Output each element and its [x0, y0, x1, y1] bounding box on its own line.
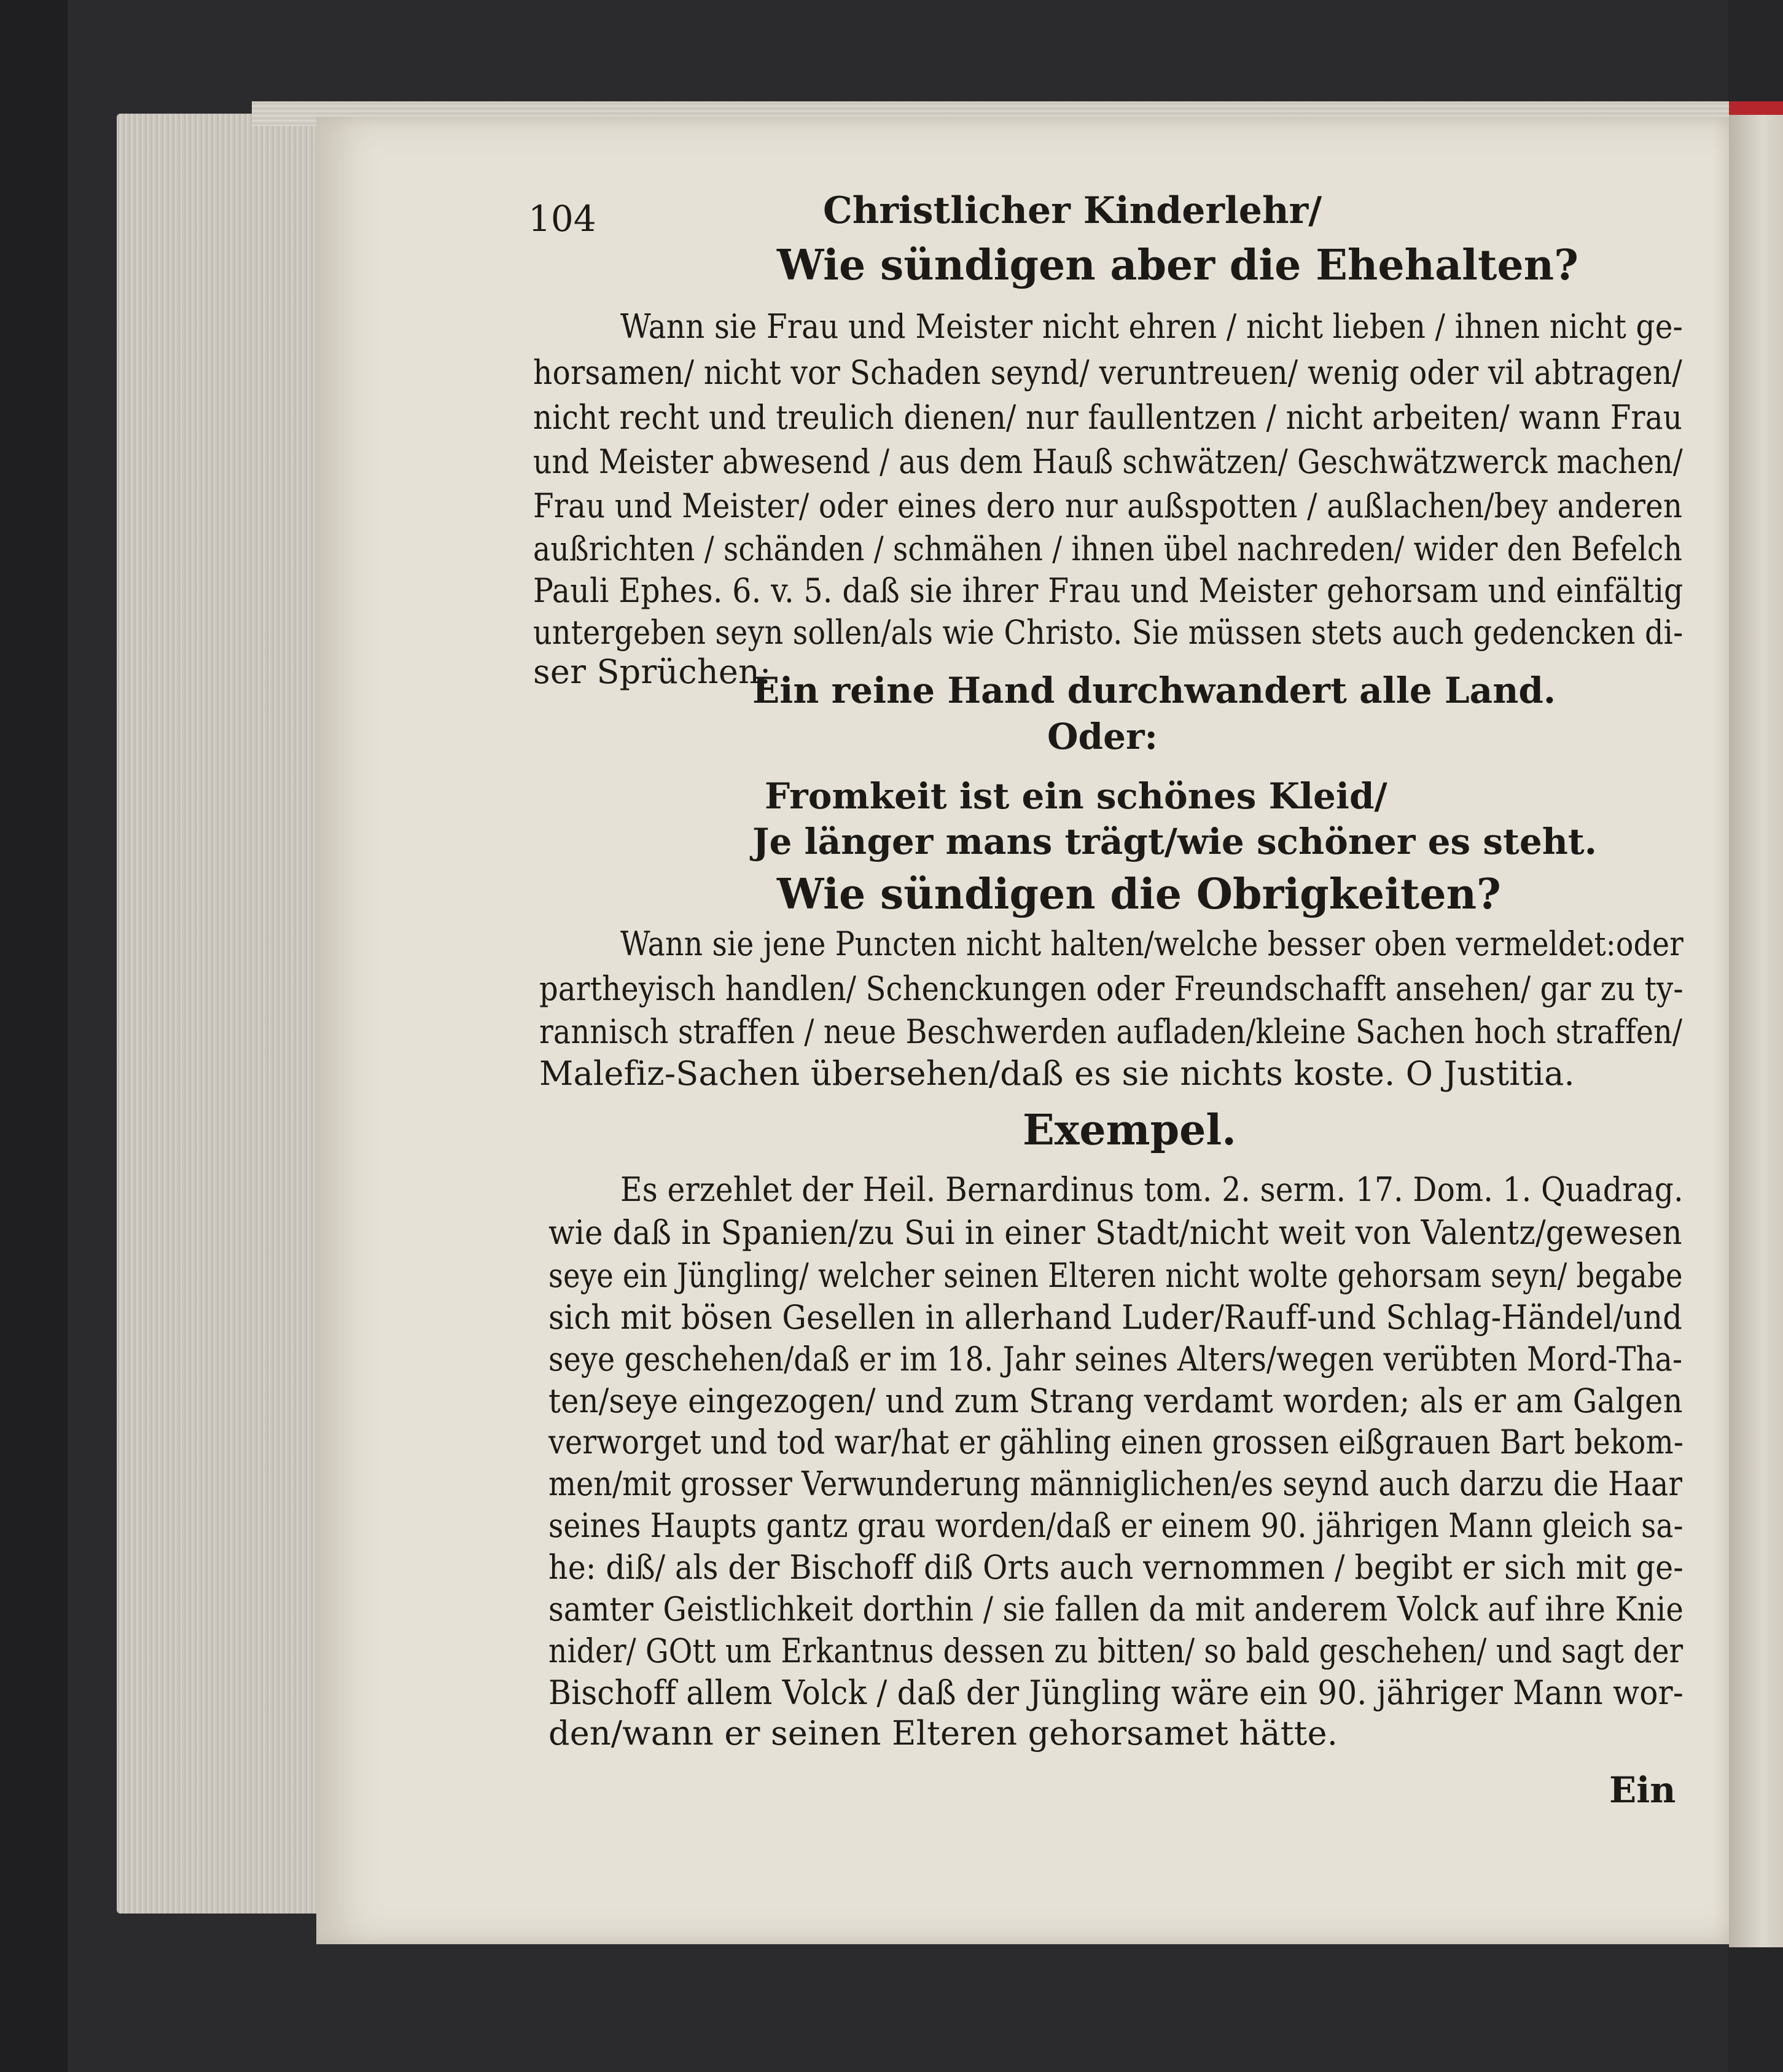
saying-reine-hand: Ein reine Hand durchwandert alle Land. [752, 670, 1556, 711]
text-line: ten/seye eingezogen/ und zum Strang verdamt worden; als er am Galgen [548, 1382, 1683, 1420]
text-line: rannisch straffen / neue Beschwerden aufladen/kleine Sachen hoch straffen/ [539, 1012, 1683, 1051]
text-line: Pauli Ephes. 6. v. 5. daß sie ihrer Frau und Meister gehorsam und einfältig [533, 571, 1684, 610]
heading-obrigkeiten: Wie sündigen die Obrigkeiten? [777, 870, 1501, 919]
running-head: Christlicher Kinderlehr/ [823, 189, 1322, 232]
text-line: Malefiz-Sachen übersehen/daß es sie nichts koste. O Justitia. [539, 1054, 1575, 1093]
text-line: verworget und tod war/hat er gähling einen grossen eißgrauen Bart bekom- [548, 1423, 1684, 1461]
text-line: außrichten / schänden / schmähen / ihnen übel nachreden/ wider den Befelch [533, 530, 1683, 568]
text-line: ser Sprüchen: [533, 652, 771, 691]
text-line: Bischoff allem Volck / daß der Jüngling wäre ein 90. jähriger Mann wor- [548, 1673, 1684, 1712]
scan-background-left [0, 0, 68, 2072]
saying-fromkeit-line-1: Fromkeit ist ein schönes Kleid/ [765, 775, 1387, 817]
text-line: seines Haupts gantz grau worden/daß er einem 90. jährigen Mann gleich sa- [548, 1506, 1684, 1545]
text-line: seye geschehen/daß er im 18. Jahr seines Alters/wegen verübten Mord-Tha- [548, 1340, 1683, 1378]
text-line: nider/ GOtt um Erkantnus dessen zu bitten/ so bald geschehen/ und sagt der [548, 1632, 1684, 1670]
text-line: seye ein Jüngling/ welcher seinen Elteren nicht wolte gehorsam seyn/ begabe [548, 1256, 1683, 1295]
bookmark-ribbon [1729, 101, 1783, 115]
text-line: Es erzehlet der Heil. Bernardinus tom. 2. serm. 17. Dom. 1. Quadrag. [620, 1170, 1684, 1209]
saying-fromkeit-line-2: Je länger mans trägt/wie schöner es steht. [752, 821, 1597, 862]
text-line: Frau und Meister/ oder eines dero nur außspotten / außlachen/bey anderen [533, 487, 1683, 525]
text-line: wie daß in Spanien/zu Sui in einer Stadt/nicht weit von Valentz/gewesen [548, 1213, 1682, 1252]
text-line: partheyisch handlen/ Schenckungen oder Freundschafft ansehen/ gar zu ty- [539, 969, 1684, 1008]
text-line: und Meister abwesend / aus dem Hauß schwätzen/ Geschwätzwerck machen/ [533, 442, 1683, 481]
text-line: samter Geistlichkeit dorthin / sie fallen da mit anderem Volck auf ihre Knie [548, 1590, 1684, 1628]
page-number: 104 [528, 198, 596, 240]
text-line: Wann sie jene Puncten nicht halten/welche besser oben vermeldet:oder [620, 925, 1684, 963]
catchword: Ein [1609, 1769, 1676, 1811]
text-line: Wann sie Frau und Meister nicht ehren / nicht lieben / ihnen nicht ge- [620, 307, 1684, 346]
text-line: he: diß/ als der Bischoff diß Orts auch vernommen / begibt er sich mit ge- [548, 1548, 1684, 1587]
page-stack-edge [117, 114, 338, 1914]
text-line: men/mit grosser Verwunderung männiglichen/es seynd auch darzu die Haar [548, 1464, 1683, 1503]
text-line: horsamen/ nicht vor Schaden seynd/ veruntreuen/ wenig oder vil abtragen/ [533, 353, 1682, 392]
oder-label: Oder: [1047, 716, 1158, 757]
text-line: sich mit bösen Gesellen in allerhand Luder/Rauff-und Schlag-Händel/und [548, 1298, 1683, 1337]
heading-exempel: Exempel. [1023, 1106, 1236, 1155]
facing-page-edge [1729, 111, 1783, 1947]
text-line: nicht recht und treulich dienen/ nur faullentzen / nicht arbeiten/ wann Frau [533, 398, 1683, 437]
text-line: den/wann er seinen Elteren gehorsamet hätte. [548, 1714, 1338, 1753]
text-line: untergeben seyn sollen/als wie Christo. Sie müssen stets auch gedencken di- [533, 613, 1684, 652]
heading-ehehalten: Wie sündigen aber die Ehehalten? [777, 241, 1578, 290]
